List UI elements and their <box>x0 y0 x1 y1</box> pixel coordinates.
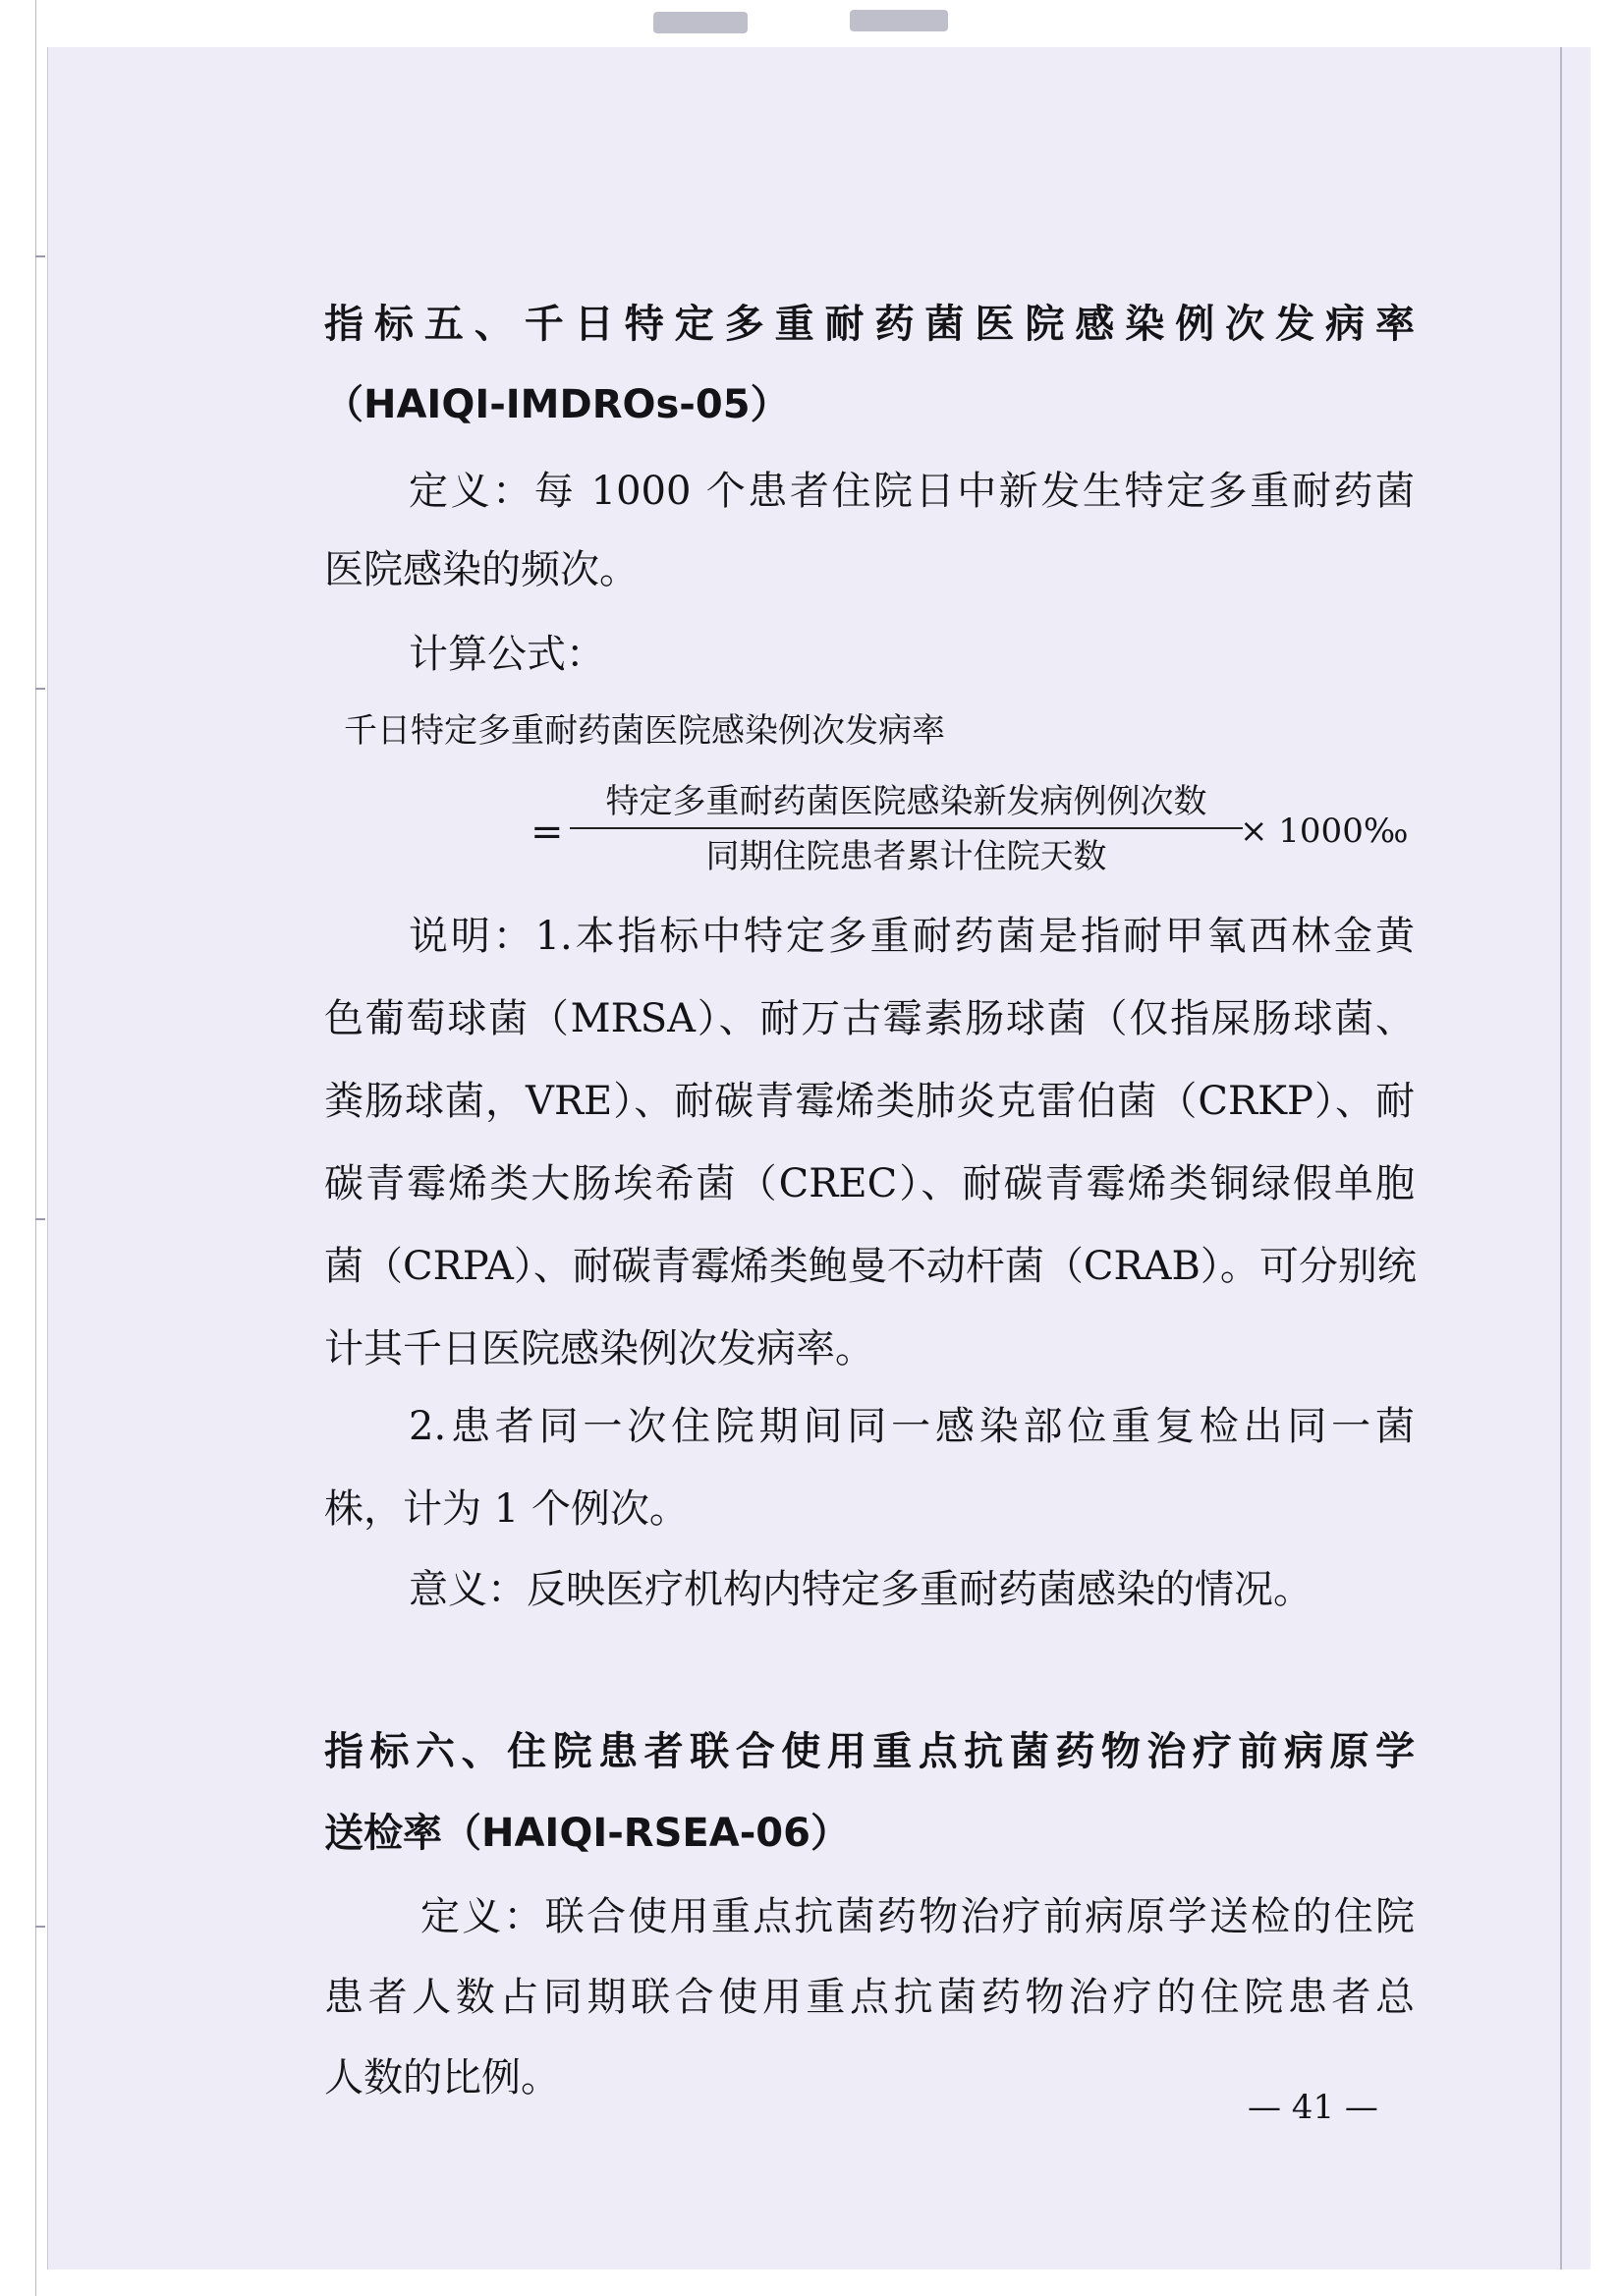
note-line: 计其千日医院感染例次发病率。 <box>324 1326 874 1372</box>
formula-multiplier: × 1000‰ <box>1240 812 1409 851</box>
formula <box>531 776 1415 894</box>
indicator5-title-line1: 指标五、千日特定多重耐药菌医院感染例次发病率 <box>324 302 1415 347</box>
indicator6-title-line1: 指标六、住院患者联合使用重点抗菌药物治疗前病原学 <box>324 1729 1415 1774</box>
note-line: 粪肠球菌，VRE）、耐碳青霉烯类肺炎克雷伯菌（CRKP）、耐 <box>324 1079 1415 1124</box>
formula-label: 千日特定多重耐药菌医院感染例次发病率 <box>344 711 945 751</box>
formula-fraction <box>570 776 1243 884</box>
indicator6-definition-line: 定义：联合使用重点抗菌药物治疗前病原学送检的住院 <box>420 1894 1415 1939</box>
indicator6-definition-line: 人数的比例。 <box>324 2055 560 2100</box>
indicator5-definition-line2: 医院感染的频次。 <box>324 547 639 592</box>
note-line: 碳青霉烯类大肠埃希菌（CREC）、耐碳青霉烯类铜绿假单胞 <box>324 1161 1415 1206</box>
formula-denominator: 同期住院患者累计住院天数 <box>705 837 1107 876</box>
formula-numerator: 特定多重耐药菌医院感染新发病例例次数 <box>570 776 1243 829</box>
indicator6-title-line2: 送检率（HAIQI-RSEA-06） <box>324 1811 850 1856</box>
note-line: 菌（CRPA）、耐碳青霉烯类鲍曼不动杆菌（CRAB）。可分别统 <box>324 1244 1417 1289</box>
note-line: 说明：1.本指标中特定多重耐药菌是指耐甲氧西林金黄 <box>409 914 1415 959</box>
note-line: 株，计为 1 个例次。 <box>324 1486 689 1532</box>
note-line: 2.患者同一次住院期间同一感染部位重复检出同一菌 <box>409 1404 1415 1449</box>
formula-heading: 计算公式： <box>409 632 605 677</box>
page-number: — 41 — <box>1248 2088 1378 2127</box>
indicator5-significance: 意义：反映医疗机构内特定多重耐药菌感染的情况。 <box>409 1567 1313 1612</box>
note-line: 色葡萄球菌（MRSA）、耐万古霉素肠球菌（仅指屎肠球菌、 <box>324 996 1415 1041</box>
indicator6-definition-line: 患者人数占同期联合使用重点抗菌药物治疗的住院患者总 <box>324 1975 1415 2020</box>
indicator5-definition-line1: 定义：每 1000 个患者住院日中新发生特定多重耐药菌 <box>409 469 1415 514</box>
formula-equals: = <box>531 810 564 855</box>
indicator5-title-line2: （HAIQI-IMDROs-05） <box>324 382 790 427</box>
